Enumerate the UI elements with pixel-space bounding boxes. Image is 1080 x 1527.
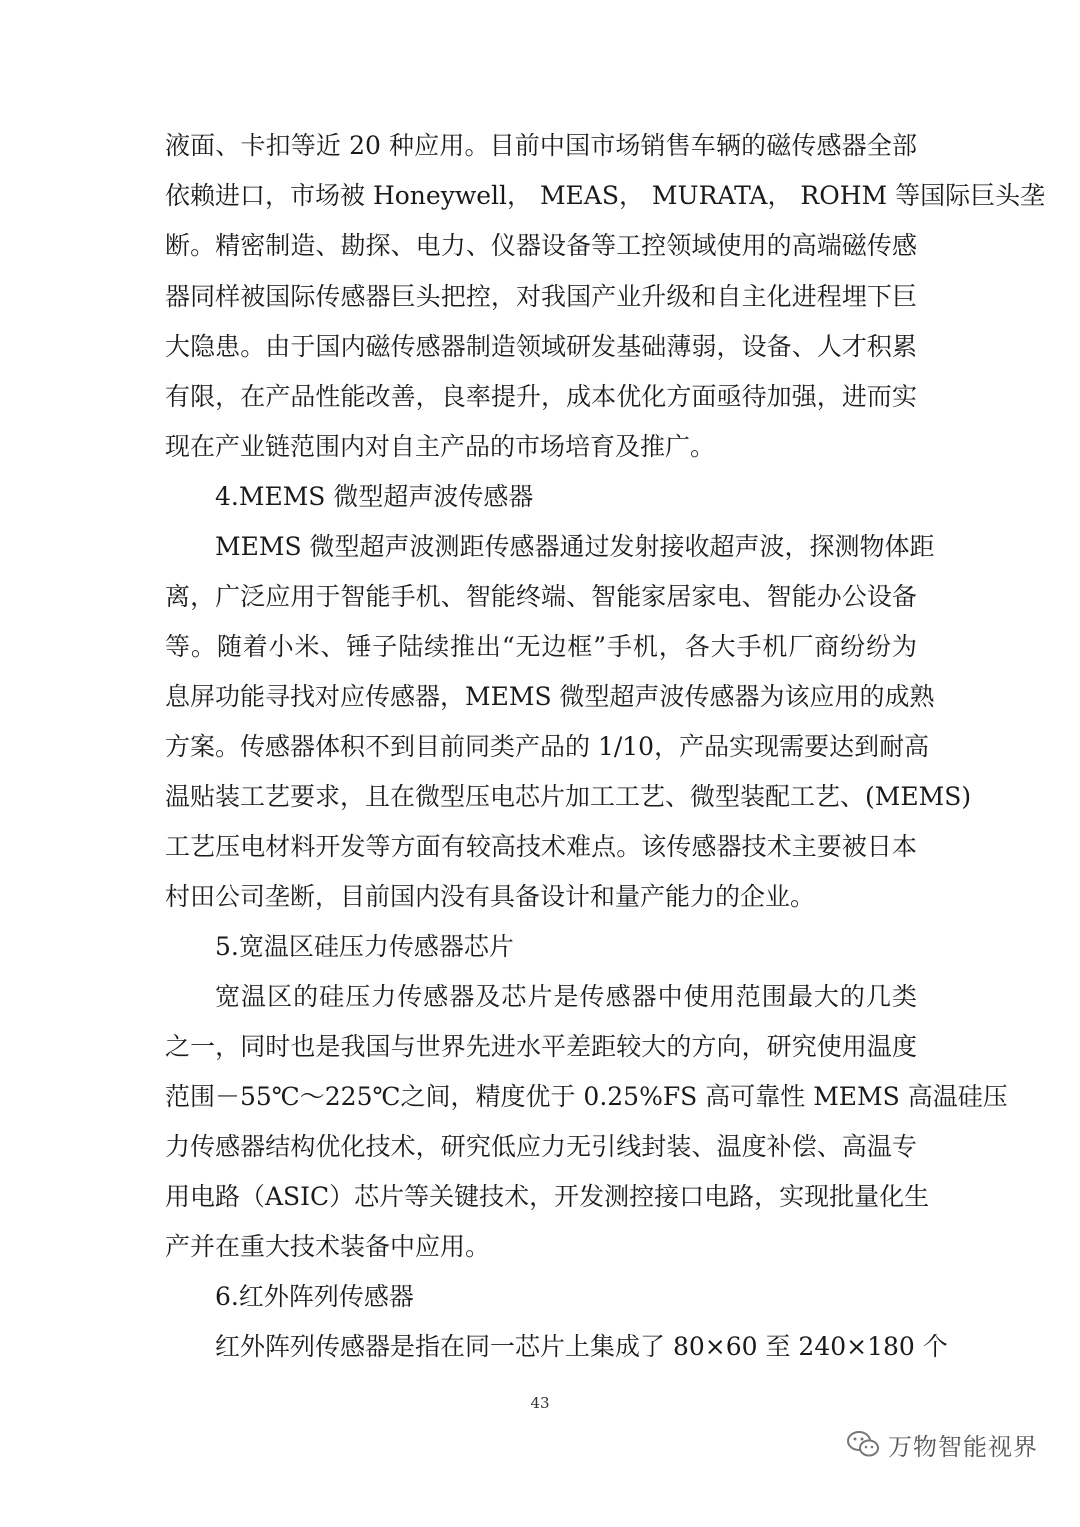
body-line: 范围－55℃～225℃之间，精度优于 0.25%FS 高可靠性 MEMS 高温硅压 xyxy=(165,1082,1008,1111)
body-line: 方案。传感器体积不到目前同类产品的 1/10，产品实现需要达到耐高 xyxy=(165,732,930,761)
wechat-icon xyxy=(846,1429,880,1459)
body-line: 用电路（ASIC）芯片等关键技术，开发测控接口电路，实现批量化生 xyxy=(165,1182,930,1211)
body-line: 之一，同时也是我国与世界先进水平差距较大的方向，研究使用温度 xyxy=(165,1032,917,1061)
section-heading: 5.宽温区硅压力传感器芯片 xyxy=(215,932,514,961)
body-line: 有限，在产品性能改善，良率提升，成本优化方面亟待加强，进而实 xyxy=(165,382,917,411)
body-line: 离，广泛应用于智能手机、智能终端、智能家居家电、智能办公设备 xyxy=(165,582,917,611)
body-line: 断。精密制造、勘探、电力、仪器设备等工控领域使用的高端磁传感 xyxy=(165,231,917,260)
body-line: 温贴装工艺要求，且在微型压电芯片加工工艺、微型装配工艺、(MEMS) xyxy=(165,782,972,811)
body-line: 等。随着小米、锤子陆续推出“无边框”手机，各大手机厂商纷纷为 xyxy=(165,632,917,661)
section-heading: 6.红外阵列传感器 xyxy=(215,1282,414,1311)
body-line: 力传感器结构优化技术，研究低应力无引线封装、温度补偿、高温专 xyxy=(165,1132,917,1161)
body-line: 液面、卡扣等近 20 种应用。目前中国市场销售车辆的磁传感器全部 xyxy=(165,131,917,160)
page-number: 43 xyxy=(530,1394,550,1412)
body-line: 产并在重大技术装备中应用。 xyxy=(165,1232,491,1261)
watermark xyxy=(846,1424,1038,1464)
body-line: 现在产业链范围内对自主产品的市场培育及推广。 xyxy=(165,432,716,461)
watermark-text: 万物智能视界 xyxy=(888,1432,1038,1461)
section-heading: 4.MEMS 微型超声波传感器 xyxy=(215,482,534,511)
body-line: 息屏功能寻找对应传感器，MEMS 微型超声波传感器为该应用的成熟 xyxy=(165,682,935,711)
body-line: 大隐患。由于国内磁传感器制造领域研发基础薄弱，设备、人才积累 xyxy=(165,332,917,361)
body-line: 器同样被国际传感器巨头把控，对我国产业升级和自主化进程埋下巨 xyxy=(165,282,917,311)
body-line: 宽温区的硅压力传感器及芯片是传感器中使用范围最大的几类 xyxy=(215,982,917,1011)
body-line: MEMS 微型超声波测距传感器通过发射接收超声波，探测物体距 xyxy=(215,532,935,561)
body-line: 村田公司垄断，目前国内没有具备设计和量产能力的企业。 xyxy=(165,882,816,911)
body-line: 依赖进口，市场被 Honeywell， MEAS， MURATA， ROHM 等国际巨头垄 xyxy=(165,181,1046,210)
body-line: 红外阵列传感器是指在同一芯片上集成了 80×60 至 240×180 个 xyxy=(215,1332,948,1361)
body-line: 工艺压电材料开发等方面有较高技术难点。该传感器技术主要被日本 xyxy=(165,832,917,861)
